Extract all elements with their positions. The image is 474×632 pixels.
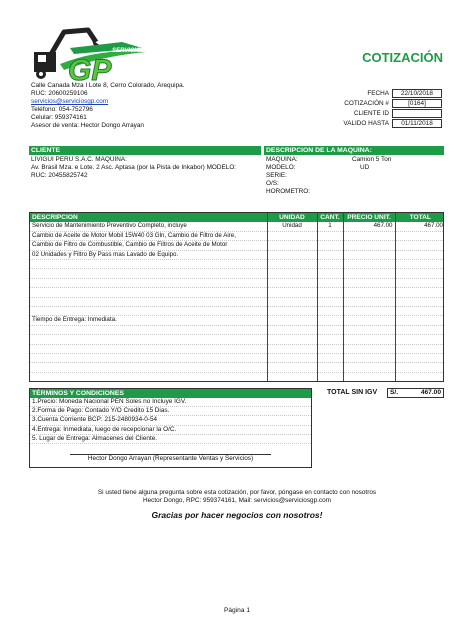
meta-row-client-id (329, 108, 444, 118)
cell-unit-price (343, 353, 395, 362)
cell-total (395, 353, 444, 362)
table-row (30, 297, 444, 306)
cell-unit-price (343, 241, 395, 250)
cell-qty (317, 241, 343, 250)
meta-value: [0164] (392, 99, 442, 108)
svg-text:GP: GP (68, 54, 112, 84)
cell-total (395, 372, 444, 381)
machine-label: SERIE: (266, 172, 287, 179)
cell-qty (317, 297, 343, 306)
excavator-truck-logo-icon (30, 26, 148, 84)
col-header-total: TOTAL (395, 213, 444, 222)
company-info (31, 82, 261, 130)
table-row (30, 363, 444, 372)
terms-line: 5. Lugar de Entrega: Almacenes del Cliente. (30, 435, 311, 444)
table-row (30, 335, 444, 344)
machine-row (266, 164, 444, 172)
company-phone: Teléfono: 054-752796 (31, 106, 93, 113)
terms-line: 2.Forma de Pago: Contado Y/O Credito 15 Dias. (30, 407, 311, 416)
cell-qty (317, 372, 343, 381)
machine-header: DESCRIPCION DE LA MAQUINA: (264, 146, 444, 155)
cell-unit-price (343, 335, 395, 344)
terms-header: TÉRMINOS Y CONDICIONES (30, 389, 311, 398)
table-row (30, 316, 444, 325)
cell-qty (317, 231, 343, 240)
company-email-link[interactable]: servicios@serviciosgp.com (31, 98, 109, 105)
cell-unit (267, 231, 317, 240)
cell-total (395, 307, 444, 316)
machine-label: O/S: (266, 180, 279, 187)
client-header: CLIENTE (29, 146, 261, 155)
cell-unit (267, 269, 317, 278)
contact-line-1: Si usted tiene alguna pregunta sobre esta cotización, por favor, póngase en contacto con nosotros (97, 489, 377, 496)
contact-note (0, 489, 474, 505)
cell-total: 467.00 (424, 222, 443, 229)
meta-label: FECHA (367, 89, 389, 97)
cell-unit (267, 278, 317, 287)
cell-unit-price (343, 372, 395, 381)
table-row (30, 372, 444, 381)
cell-description: Cambio de Aceite de Motor Mobil 15W40 03 Gln, Cambio de Filtro de Aire, (30, 231, 267, 240)
cell-unit (267, 335, 317, 344)
cell-qty (317, 250, 343, 259)
table-row (30, 288, 444, 297)
items-header-row (30, 213, 444, 222)
cell-qty: 1 (317, 222, 343, 231)
cell-total (395, 231, 444, 240)
cell-unit-price (343, 278, 395, 287)
cell-description (30, 344, 267, 353)
cell-unit (267, 344, 317, 353)
cell-description (30, 307, 267, 316)
cell-unit (267, 325, 317, 334)
terms-line (30, 444, 311, 453)
total-amount: 467.00 (420, 389, 441, 396)
cell-unit: Unidad (267, 222, 317, 231)
cell-qty (317, 307, 343, 316)
cell-total (395, 260, 444, 269)
page-number: Página 1 (223, 607, 251, 614)
col-header-unit: UNIDAD (267, 213, 317, 222)
currency-symbol: S/. (390, 389, 399, 396)
col-header-unit-price: PRECIO UNIT. (343, 213, 395, 222)
cell-total (395, 297, 444, 306)
cell-unit (267, 353, 317, 362)
cell-total (395, 344, 444, 353)
cell-description (30, 278, 267, 287)
cell-total (395, 335, 444, 344)
terms-line: 4.Entrega: Inmediata, luego de recepcionar la O/C. (30, 426, 311, 435)
cell-qty (317, 278, 343, 287)
cell-description (30, 335, 267, 344)
table-row (30, 241, 444, 250)
table-row (30, 260, 444, 269)
cell-description: Servicio de Mantenimiento Preventivo Completo, incluye (30, 222, 267, 231)
cell-qty (317, 288, 343, 297)
cell-description (30, 297, 267, 306)
cell-qty (317, 325, 343, 334)
cell-total (395, 288, 444, 297)
client-info (31, 156, 266, 180)
cell-unit-price (343, 325, 395, 334)
cell-unit (267, 307, 317, 316)
meta-row-quote-number (329, 98, 444, 108)
cell-unit (267, 260, 317, 269)
table-row (30, 250, 444, 259)
machine-row (266, 156, 444, 164)
items-body (30, 222, 444, 382)
company-address: Calle Canada Mza I Lote 8, Cerro Colorado, Arequipa. (31, 82, 185, 89)
cell-unit (267, 316, 317, 325)
cell-description (30, 288, 267, 297)
cell-unit-price (343, 250, 395, 259)
table-row (30, 307, 444, 316)
table-row (30, 231, 444, 240)
company-ruc: RUC: 20600259106 (31, 90, 88, 97)
table-row (30, 269, 444, 278)
cell-unit-price (343, 307, 395, 316)
cell-qty (317, 269, 343, 278)
meta-label: COTIZACIÓN # (344, 99, 389, 107)
cell-unit (267, 363, 317, 372)
meta-row-valid-until (329, 118, 444, 128)
machine-row (266, 180, 444, 188)
table-row (30, 222, 444, 231)
signature-line: Hector Dongo Arrayan (Representante Ventas y Servicios) (70, 454, 271, 463)
cell-unit (267, 372, 317, 381)
cell-description: 02 Unidades y Filtro By Pass mas Lavado de Equipo. (30, 250, 267, 259)
cell-unit-price (343, 260, 395, 269)
contact-line-2: Hector Dongo, RPC: 959374161, Mail: servicios@serviciosgp.com (143, 497, 331, 504)
cell-total (395, 325, 444, 334)
meta-label: VALIDO HASTA (343, 119, 389, 127)
cell-total (395, 241, 444, 250)
cell-unit-price (343, 297, 395, 306)
company-logo (30, 26, 148, 84)
cell-description (30, 325, 267, 334)
thanks-message: Gracias por hacer negocios con nosotros! (151, 510, 323, 520)
cell-unit (267, 250, 317, 259)
cell-description (30, 269, 267, 278)
table-row (30, 353, 444, 362)
table-row (30, 278, 444, 287)
col-header-description: DESCRIPCION (30, 213, 267, 222)
items-table (29, 212, 444, 382)
cell-unit (267, 288, 317, 297)
machine-row (266, 172, 444, 180)
cell-qty (317, 363, 343, 372)
machine-label: MODELO: (266, 164, 296, 171)
cell-unit-price (343, 344, 395, 353)
cell-unit-price (343, 363, 395, 372)
client-ruc: RUC: 20455825742 (31, 172, 88, 179)
cell-description (30, 353, 267, 362)
cell-total (395, 269, 444, 278)
machine-value: Camion 5 Ton (352, 156, 392, 163)
machine-label: MAQUINA: (266, 156, 298, 163)
cell-unit-price (343, 231, 395, 240)
cell-description (30, 363, 267, 372)
sales-advisor: Asesor de venta: Hector Dongo Arrayan (31, 122, 144, 129)
client-address: Av. Brasil Mza. e Lote. 2 Asc. Aptasa (por la Pista de Inkabor) MODELO: (31, 164, 237, 171)
total-value-box (387, 388, 444, 398)
svg-text:SERVICIOS: SERVICIOS (112, 48, 145, 54)
meta-value: 22/10/2018 (392, 89, 442, 98)
terms-box (29, 388, 312, 468)
cell-qty (317, 260, 343, 269)
terms-line: 1.Precio: Moneda Nacional PEN Soles no Incluye IGV. (30, 398, 311, 407)
meta-value: 01/11/2018 (392, 119, 442, 128)
machine-row (266, 188, 444, 196)
cell-description (30, 260, 267, 269)
cell-qty (317, 353, 343, 362)
table-row (30, 325, 444, 334)
meta-label: CLIENTE ID (353, 109, 389, 117)
cell-qty (317, 335, 343, 344)
meta-row-date (329, 88, 444, 98)
cell-qty (317, 316, 343, 325)
total-label: TOTAL SIN IGV (327, 389, 378, 396)
meta-value (392, 109, 442, 118)
cell-total (395, 278, 444, 287)
terms-line: 3.Cuenta Corriente BCP: 215-2480934-0-54 (30, 416, 311, 425)
cell-total (395, 316, 444, 325)
company-cell: Celular: 959374161 (31, 114, 87, 121)
cell-description (30, 372, 267, 381)
cell-total (395, 363, 444, 372)
machine-info (266, 156, 444, 196)
machine-value: UD (360, 164, 370, 171)
cell-unit (267, 241, 317, 250)
cell-unit-price: 467.00 (343, 222, 395, 231)
cell-total (395, 250, 444, 259)
cell-description: Tiempo de Entrega: Inmediata. (30, 316, 267, 325)
cell-unit-price (343, 316, 395, 325)
cell-unit-price (343, 288, 395, 297)
quote-meta (329, 88, 444, 128)
table-row (30, 344, 444, 353)
client-name: LIVIGUI PERU S.A.C. MAQUINA: (31, 156, 127, 163)
cell-description: Cambio de Filtro de Combustible, Cambio de Filtros de Aceite de Motor (30, 241, 267, 250)
col-header-qty: CANT. (317, 213, 343, 222)
cell-qty (317, 344, 343, 353)
cell-unit-price (343, 269, 395, 278)
cell-unit (267, 297, 317, 306)
machine-label: HOROMETRO: (266, 188, 311, 195)
document-title: COTIZACIÓN (362, 50, 443, 65)
